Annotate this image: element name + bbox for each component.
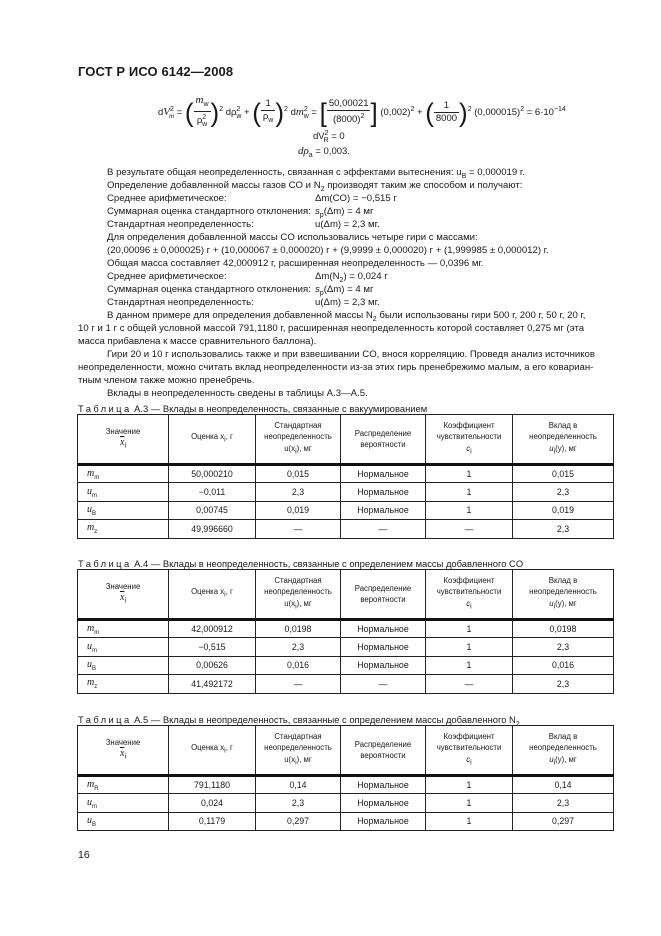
text: c [466, 443, 471, 453]
frac-num: 50,00021 [328, 98, 369, 110]
cell-std-unc: — [256, 675, 341, 693]
formula-rhs: = 0,003. [315, 146, 350, 157]
text: Δm(N [315, 271, 340, 282]
frac-den: 8000 [435, 112, 458, 124]
text: чувствительности [436, 587, 502, 597]
frac-den: ρ [196, 115, 203, 127]
text: (y), мг [555, 443, 577, 453]
co-u-label: Стандартная неопределенность: [107, 219, 254, 230]
text: Оценка x [191, 587, 225, 597]
frac-num: 1 [434, 100, 459, 113]
caption-text: А.4 — Вклады в неопределенность, связанные с определением массы добавленного CO [134, 558, 524, 569]
subscript: 2 [515, 720, 520, 728]
text: ), мг [296, 754, 312, 764]
table-row [78, 620, 614, 638]
text: В результате общая неопределенность, связанная с эффектами вытеснения: u [107, 167, 462, 178]
text: , г [225, 587, 233, 597]
cell-estimate: 791,1180 [169, 776, 256, 794]
cell-dist: Нормальное [341, 794, 426, 812]
text: Значение [105, 581, 141, 591]
cell-std-unc: 2,3 [256, 483, 341, 501]
cell-symbol: $m_z$ [78, 520, 169, 538]
table-header-row [78, 415, 614, 465]
co-mean-label: Среднее арифметическое: [107, 193, 227, 204]
cell-dist: Нормальное [341, 465, 426, 483]
co-mean-value: Δm(CO) = −0,515 г [315, 193, 397, 204]
text: s [315, 206, 320, 217]
formula-dv-m: $dV^2_m$ = ( $\frac{m_w}{\rho^2_w}$ )$^2$ $d\rho^2_w$ + ( $\frac{1}{\rho_w}$ )$^2$ $dm^2_w$ = [ $\frac{50,00021}{(8000)^2}$ ] $(0,002)^2$ + ( $\frac{1}{8000}$ )$^2$ $(0,000015)^2 = 6\cdot 10^{-14}$ [158, 94, 566, 131]
text: Стандартная [274, 420, 322, 430]
table-row [78, 638, 614, 656]
cell-std-unc: 0,019 [256, 501, 341, 519]
formula-rhs: = 0 [331, 131, 345, 143]
text: c [466, 598, 471, 608]
subscript: p [319, 289, 324, 297]
text: неопределенность [264, 587, 332, 597]
text: Коэффициент [443, 731, 495, 741]
value-0002: (0,002) [380, 106, 411, 118]
cell-dist: Нормальное [341, 483, 426, 501]
cell-dist: Нормальное [341, 638, 426, 656]
text: Вклад в [548, 420, 578, 430]
cell-dist: Нормальное [341, 620, 426, 638]
header-estimate: Оценка $x_i$, г [169, 415, 256, 465]
table-row [78, 675, 614, 693]
cell-coef: 1 [426, 620, 513, 638]
text: u [549, 443, 554, 453]
paragraph-total-mass: Общая масса составляет 42,000912 г, расширенная неопределенность — 0,0396 мг. [107, 258, 484, 269]
text: (Δm) = 4 мг [323, 284, 374, 295]
table-a3-caption [78, 403, 427, 414]
header-contribution: Вклад в неопределенность $u_i(y)$, мг [513, 726, 614, 776]
subscript: p [319, 211, 324, 219]
fraction-numeric-2 [434, 100, 459, 125]
table-a4 [77, 569, 614, 694]
text: Оценка x [191, 432, 225, 442]
text: ) = 0,024 г [343, 271, 388, 282]
text: Распределение [354, 583, 412, 593]
header-contribution: Вклад в неопределенность $u_i(y)$, мг [513, 415, 614, 465]
cell-contrib: 0,14 [513, 776, 614, 794]
text: $\overline{x}$ [119, 748, 125, 760]
formula-lhs: dV [313, 131, 325, 143]
caption-text: А.5 — Вклады в неопределенность, связанные с определением массы добавленного N [134, 714, 516, 725]
text: $\overline{x}$ [119, 437, 125, 449]
cell-std-unc: 2,3 [256, 794, 341, 812]
paragraph-correlation-l3: тным членом также можно пренебречь. [78, 375, 255, 386]
cell-symbol: $m_z$ [78, 675, 169, 693]
cell-contrib: 2,3 [513, 638, 614, 656]
cell-dist: Нормальное [341, 812, 426, 830]
text: c [466, 754, 471, 764]
cell-dist: Нормальное [341, 501, 426, 519]
text: производят таким же способом и получают: [324, 180, 523, 191]
header-value: Значение $\overline{x}_i$ [78, 570, 169, 620]
cell-estimate: 50,000210 [169, 465, 256, 483]
text: Определение добавленной массы газов CO и N [107, 180, 321, 191]
paragraph-n2-weights-l2: 10 г и 1 г с общей условной массой 791,1180 г, расширенная неопределенность которой составляет 0,275 мг (эта [78, 323, 585, 334]
subscript: 2 [320, 185, 325, 193]
text: u [549, 754, 554, 764]
cell-estimate: 0,1179 [169, 812, 256, 830]
cell-coef: 1 [426, 656, 513, 674]
n2-sd-label: Суммарная оценка стандартного отклонения: [107, 284, 311, 295]
text: вероятности [360, 595, 406, 604]
cell-symbol: $u_m$ [78, 483, 169, 501]
cell-dist: Нормальное [341, 776, 426, 794]
cell-estimate: 0,00745 [169, 501, 256, 519]
cell-std-unc: 0,016 [256, 656, 341, 674]
cell-coef: 1 [426, 501, 513, 519]
text: Значение [105, 426, 141, 436]
text: Вклад в [548, 731, 578, 741]
text: Оценка x [191, 743, 225, 753]
header-estimate: Оценка $x_i$, г [169, 570, 256, 620]
text: неопределенность [264, 432, 332, 442]
frac-den: (8000) [332, 114, 361, 126]
header-distribution [341, 570, 426, 620]
fraction-one-rho: $\frac{1}{\rho_w}$ [262, 98, 274, 124]
caption-label: Таблица [78, 558, 132, 569]
table-a4-caption [78, 558, 523, 569]
paragraph-weights-list: (20,00096 ± 0,000025) г + (10,000067 ± 0,000020) г + (9,9999 ± 0,000020) г + (1,999985 ± 0,000012) г. [107, 245, 549, 256]
formula-drho-a: $d\rho_a = 0,003$. [298, 145, 350, 159]
text: , г [225, 432, 233, 442]
text: Коэффициент [443, 575, 495, 585]
text: вероятности [360, 751, 406, 760]
cell-symbol: $u_B$ [78, 656, 169, 674]
text: u(x [284, 443, 296, 453]
header-std-uncertainty: Стандартная неопределенность $u(x_i)$, мг [256, 726, 341, 776]
text: были использованы гири 500 г, 200 г, 50 г, 20 г, [376, 310, 586, 321]
header-distribution [341, 726, 426, 776]
text: (y), мг [555, 598, 577, 608]
fraction-numeric-1: $\frac{50,00021}{(8000)^2}$ [328, 98, 369, 126]
cell-symbol: $u_m$ [78, 638, 169, 656]
frac-num: m [195, 94, 204, 106]
cell-std-unc: — [256, 520, 341, 538]
cell-estimate: 0,00626 [169, 656, 256, 674]
cell-estimate: 42,000912 [169, 620, 256, 638]
formula-lhs: $dV^2_m$ [158, 105, 174, 120]
co-sd-label: Суммарная оценка стандартного отклонения: [107, 206, 311, 217]
cell-contrib: 0,015 [513, 465, 614, 483]
header-distribution [341, 415, 426, 465]
cell-estimate: −0,011 [169, 483, 256, 501]
text: ), мг [296, 598, 312, 608]
cell-symbol: $m_m$ [78, 620, 169, 638]
text: неопределенность [529, 432, 597, 442]
table-a5 [77, 725, 614, 831]
cell-coef: 1 [426, 794, 513, 812]
cell-contrib: 0,0198 [513, 620, 614, 638]
formula-dv-r: $dV^2_R = 0$ [313, 130, 345, 145]
cell-std-unc: 0,0198 [256, 620, 341, 638]
frac-num: 1 [261, 98, 275, 111]
text: ), мг [296, 443, 312, 453]
cell-dist: — [341, 675, 426, 693]
paragraph-tables-ref: Вклады в неопределенность сведены в таблицы А.3—А.5. [107, 388, 368, 399]
subscript: B [461, 172, 467, 180]
text: Вклад в [548, 575, 578, 585]
cell-coef: 1 [426, 812, 513, 830]
cell-contrib: 0,016 [513, 656, 614, 674]
cell-estimate: 0,024 [169, 794, 256, 812]
header-sensitivity: Коэффициент чувствительности $c_i$ [426, 570, 513, 620]
cell-contrib: 2,3 [513, 675, 614, 693]
frac-den: ρ [262, 111, 269, 123]
text: Распределение [354, 428, 412, 438]
cell-estimate: 49,996660 [169, 520, 256, 538]
header-sensitivity: Коэффициент чувствительности $c_i$ [426, 726, 513, 776]
table-header-row [78, 726, 614, 776]
header-estimate: Оценка $x_i$, г [169, 726, 256, 776]
table-row [78, 776, 614, 794]
cell-contrib: 2,3 [513, 483, 614, 501]
table-row [78, 465, 614, 483]
table-row [78, 794, 614, 812]
paragraph-correlation-l2: неопределенности, можно считать вклад неопределенности из-за этих гирь пренебрежимо малым, а его ковариан- [78, 362, 594, 373]
cell-std-unc: 0,015 [256, 465, 341, 483]
paragraph-weights-intro: Для определения добавленной массы CO использовались четыре гири с массами: [107, 232, 478, 243]
caption-label: Таблица [78, 403, 132, 414]
formula-lhs: dρ [298, 145, 309, 157]
text: неопределенность [529, 743, 597, 753]
text: u(x [284, 754, 296, 764]
page-number: 16 [78, 849, 90, 861]
text: u [549, 598, 554, 608]
text: s [315, 284, 320, 295]
header-contribution: Вклад в неопределенность $u_i(y)$, мг [513, 570, 614, 620]
text: В данном примере для определения добавленной массы N [107, 310, 373, 321]
text: = 0,000019 г. [466, 167, 525, 178]
cell-std-unc: 0,297 [256, 812, 341, 830]
n2-mean-label: Среднее арифметическое: [107, 271, 227, 282]
cell-dist: — [341, 520, 426, 538]
paragraph-n2-weights-l3: масса прибавлена к массе сравнительного баллона). [78, 336, 317, 347]
table-row [78, 483, 614, 501]
caption-text: А.3 — Вклады в неопределенность, связанные с вакуумированием [134, 403, 428, 414]
text: Стандартная [274, 731, 322, 741]
table-row [78, 520, 614, 538]
table-row [78, 501, 614, 519]
cell-contrib: 0,297 [513, 812, 614, 830]
text: неопределенность [529, 587, 597, 597]
cell-contrib: 2,3 [513, 794, 614, 812]
cell-symbol: $u_B$ [78, 812, 169, 830]
text: чувствительности [436, 432, 502, 442]
cell-symbol: $u_B$ [78, 501, 169, 519]
text: (y), мг [555, 754, 577, 764]
header-value: Значение $\overline{x}_i$ [78, 726, 169, 776]
text: Значение [105, 737, 141, 747]
table-a3 [77, 414, 614, 539]
header-std-uncertainty: Стандартная неопределенность $u(x_i)$, мг [256, 570, 341, 620]
text: $\overline{x}$ [119, 592, 125, 604]
result-exponent: −14 [553, 105, 566, 113]
text: , г [225, 743, 233, 753]
cell-estimate: −0,515 [169, 638, 256, 656]
fraction-mw-rho: $\frac{m_w}{\rho^2_w}$ [195, 94, 209, 128]
document-id: ГОСТ Р ИСО 6142—2008 [78, 64, 234, 79]
subscript: 2 [339, 276, 344, 284]
n2-u-label: Стандартная неопределенность: [107, 297, 254, 308]
text: Распределение [354, 739, 412, 749]
cell-contrib: 0,019 [513, 501, 614, 519]
cell-symbol: $m_R$ [78, 776, 169, 794]
text: u(x [284, 598, 296, 608]
header-value: Значение $\overline{x}_i$ [78, 415, 169, 465]
table-row [78, 812, 614, 830]
table-row [78, 656, 614, 674]
text: Коэффициент [443, 420, 495, 430]
text: (Δm) = 4 мг [323, 206, 374, 217]
cell-std-unc: 0,14 [256, 776, 341, 794]
cell-std-unc: 2,3 [256, 638, 341, 656]
cell-coef: 1 [426, 483, 513, 501]
cell-coef: 1 [426, 638, 513, 656]
cell-dist: Нормальное [341, 656, 426, 674]
cell-coef: — [426, 675, 513, 693]
text: неопределенность [264, 743, 332, 753]
cell-coef: — [426, 520, 513, 538]
cell-estimate: 41,492172 [169, 675, 256, 693]
text: Стандартная [274, 575, 322, 585]
text: чувствительности [436, 743, 502, 753]
term-drho: dρ [225, 106, 237, 118]
cell-symbol: $u_m$ [78, 794, 169, 812]
caption-label: Таблица [78, 714, 132, 725]
table-header-row [78, 570, 614, 620]
cell-coef: 1 [426, 465, 513, 483]
header-std-uncertainty: Стандартная неопределенность $u(x_i)$, мг [256, 415, 341, 465]
cell-coef: 1 [426, 776, 513, 794]
subscript: 2 [372, 315, 377, 323]
co-u-value: u(Δm) = 2,3 мг. [315, 219, 380, 230]
header-sensitivity: Коэффициент чувствительности $c_i$ [426, 415, 513, 465]
cell-symbol: $m_m$ [78, 465, 169, 483]
cell-contrib: 2,3 [513, 520, 614, 538]
text: вероятности [360, 440, 406, 449]
formula-result: = 6·10 [526, 106, 554, 118]
n2-u-value: u(Δm) = 2,3 мг. [315, 297, 380, 308]
value-0000015: (0,000015) [474, 106, 521, 118]
paragraph-correlation-l1: Гири 20 и 10 г использовались также и при взвешивании CO, внося корреляцию. Проведя анализ источников [107, 349, 595, 360]
